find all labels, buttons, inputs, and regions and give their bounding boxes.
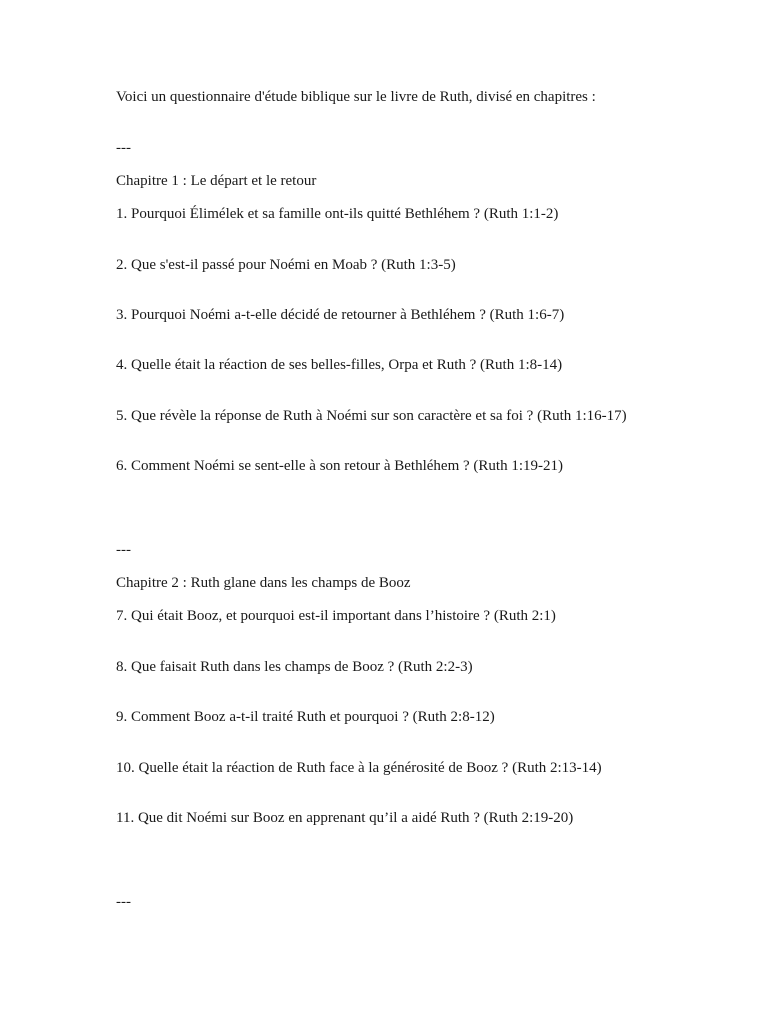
- chapter-2-title: Chapitre 2 : Ruth glane dans les champs de Booz: [116, 575, 411, 591]
- question-item: 3. Pourquoi Noémi a-t-elle décidé de retourner à Bethléhem ? (Ruth 1:6-7): [116, 307, 565, 323]
- question-item: 8. Que faisait Ruth dans les champs de Booz ? (Ruth 2:2-3): [116, 659, 473, 675]
- separator: ---: [116, 894, 131, 910]
- question-item: 11. Que dit Noémi sur Booz en apprenant qu’il a aidé Ruth ? (Ruth 2:19-20): [116, 810, 574, 826]
- question-item: 4. Quelle était la réaction de ses belles-filles, Orpa et Ruth ? (Ruth 1:8-14): [116, 357, 563, 373]
- separator: ---: [116, 542, 131, 558]
- separator: ---: [116, 140, 131, 156]
- chapter-1-title: Chapitre 1 : Le départ et le retour: [116, 173, 317, 189]
- question-item: 9. Comment Booz a-t-il traité Ruth et pourquoi ? (Ruth 2:8-12): [116, 709, 495, 725]
- question-item: 10. Quelle était la réaction de Ruth face à la générosité de Booz ? (Ruth 2:13-14): [116, 760, 602, 776]
- intro-text: Voici un questionnaire d'étude biblique sur le livre de Ruth, divisé en chapitres :: [116, 89, 596, 105]
- question-item: 5. Que révèle la réponse de Ruth à Noémi sur son caractère et sa foi ? (Ruth 1:16-17): [116, 408, 627, 424]
- question-item: 6. Comment Noémi se sent-elle à son retour à Bethléhem ? (Ruth 1:19-21): [116, 458, 563, 474]
- question-item: 1. Pourquoi Élimélek et sa famille ont-ils quitté Bethléhem ? (Ruth 1:1-2): [116, 206, 559, 222]
- question-item: 2. Que s'est-il passé pour Noémi en Moab ? (Ruth 1:3-5): [116, 257, 456, 273]
- question-item: 7. Qui était Booz, et pourquoi est-il important dans l’histoire ? (Ruth 2:1): [116, 608, 556, 624]
